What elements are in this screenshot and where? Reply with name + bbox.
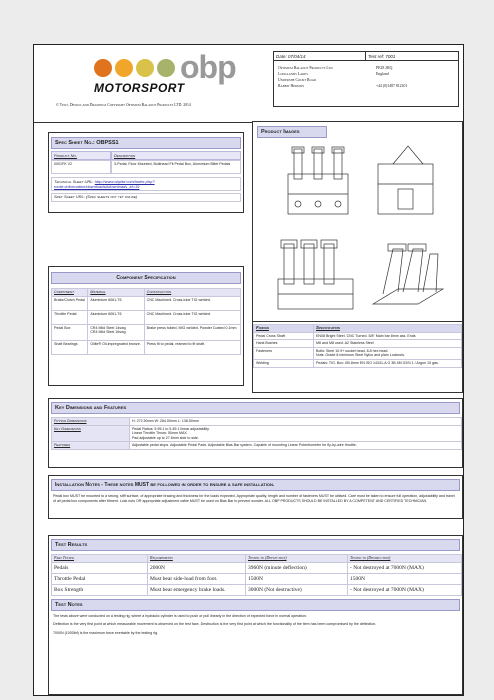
col-description: Description xyxy=(111,151,241,160)
address-right xyxy=(376,65,407,89)
col-product: Product No. xyxy=(51,151,111,160)
cell: M6 and M8 used. A2 Stainless Steel xyxy=(314,340,462,348)
cell: Oilite® Oil-impregnated bronze. xyxy=(88,340,144,354)
logo-brand: obp xyxy=(180,49,236,85)
address-line-2: Longlands Lakes xyxy=(278,72,308,76)
component-spec-title: Component Specification xyxy=(51,272,241,284)
cell: Fasteners xyxy=(254,347,314,359)
table-row xyxy=(254,332,462,340)
installation-title: Installation Notes - These notes MUST be followed in order to ensure a safe installation. xyxy=(51,479,460,491)
logo-dots xyxy=(94,59,175,77)
installation-text: Pedal box MUST be mounted to a strong, stiff surface, of appropriate bracing and thickness for the loads expected. Appropriate quality, length and number of fasteners MUST be utilised. Care must be taken to ensure full operation, adjustability and travel of all pedal box components after fitment. Lock nuts OR appropriate adjustment cable MUST be used on Bias Bar to prevent wonder. ALL OBP PRODUCTS SHOULD BE INSTALLED BY A COMPETENT AND CERTIFIED TECHNICIAN. xyxy=(53,494,455,503)
dimensions-table xyxy=(51,417,462,450)
date-field: Date: 07/04/14 xyxy=(274,52,366,61)
cell: Welding xyxy=(254,359,314,367)
cell: Pedals xyxy=(52,562,148,573)
test-note-3: 7000N (1000lbf) is the maximum force exertable by the testing rig. xyxy=(53,630,159,635)
cell: Bolts: Steel 10.9+ socket head, 8.8 hex head. Nuts: Grade 8 minimum Steel Nyloc and plain Locknuts. xyxy=(314,347,462,359)
address-line-3: Undershe Court Road xyxy=(278,78,317,82)
component-header-1: Material xyxy=(88,289,144,297)
copyright-text: © Text, Design and Drawings Copyright Optimum Balance Products LTD. 2014 xyxy=(56,103,191,107)
test-notes-title: Test Notes xyxy=(51,599,460,611)
spec-header-row xyxy=(51,151,241,160)
table-row xyxy=(52,442,462,450)
cell: Aluminium 6061-T6 xyxy=(88,296,144,310)
cell: Throttle Pedal xyxy=(52,310,88,324)
fitting-value: H: 272.50mm W: 284.00mm L: 138.50mm xyxy=(130,418,462,426)
table-row xyxy=(52,562,462,573)
pedal-box-drawing-front xyxy=(258,144,458,234)
table-row xyxy=(52,310,241,324)
test-note-2: Deflection is the very first point at which measurable movement is observed on the test face. Destruction is the very first point at which the functionality of the item has been compromised by the deflection. xyxy=(53,622,377,627)
product-no: 0001FK V2 xyxy=(51,160,111,174)
key-dim-value: Pedal Ratios: 5.95:1 to 5.45:1 linear adjustability. Linear Throttle Throw: 50mm MAX Pad adjustable up to 27.6mm side to side. xyxy=(130,425,462,442)
cell: Brake press folded, MIG welded. Powder Coated 0.1mm xyxy=(144,324,240,340)
test-header-1: Requirements xyxy=(148,555,246,563)
table-row xyxy=(52,296,241,310)
logo-dot-2 xyxy=(115,59,133,77)
features-value: Adjustable pedal stops. Adjustable Pedal Pads. Adjustable Bias Bar system. Capable of mounting Linear Potentiometer for fly-by-wire throttle. xyxy=(130,442,462,450)
cell: Aluminium 6061-T6 xyxy=(88,310,144,324)
postcode: PE28 2RQ xyxy=(376,66,393,70)
header-info-box xyxy=(273,51,459,107)
cell: Brake/Clutch Pedal xyxy=(52,296,88,310)
tech-sheet-url xyxy=(51,177,241,191)
cell: 1500N xyxy=(246,573,348,584)
features-label: Features xyxy=(52,442,130,450)
table-row xyxy=(52,584,462,595)
company-name: Optimum Balance Products Ltd xyxy=(278,66,333,70)
country: England xyxy=(376,72,389,76)
phone: +44 (0)1487 812301 xyxy=(376,84,408,88)
cell: Throttle Pedal xyxy=(52,573,148,584)
test-results-title: Test Results xyxy=(51,539,460,551)
key-dimensions-title: Key Dimensions and Features xyxy=(51,402,460,414)
cell: Must bear emergency brake loads. xyxy=(148,584,246,595)
fitting-label: Fitting Dimensions xyxy=(52,418,130,426)
pedal-box-drawing-iso xyxy=(258,234,458,324)
table-row xyxy=(52,340,241,354)
obp-logo xyxy=(94,49,244,99)
component-header-0: Component xyxy=(52,289,88,297)
spec-sheet-title: Spec Sheet No.: OBPSS1 xyxy=(51,137,241,149)
cell: 3960N (minute deflection) xyxy=(246,562,348,573)
product-images-title: Product Images xyxy=(257,126,327,138)
cell: Hank Bushes xyxy=(254,340,314,348)
table-row xyxy=(52,573,462,584)
spec-sheet-page xyxy=(33,44,464,696)
cell: - Not destroyed at 7000N (MAX) xyxy=(348,562,462,573)
tech-sheet-link[interactable]: http://www.obpltd.com/index.php?route=information/downloads&downloads_id=19 xyxy=(54,179,155,189)
spec-data-row xyxy=(51,160,241,174)
test-header-0: Part Tested xyxy=(52,555,148,563)
table-row xyxy=(52,324,241,340)
cell: Pedal Box xyxy=(52,324,88,340)
fixings-table xyxy=(253,324,462,368)
key-dimensions-box xyxy=(48,398,463,468)
cell: 3000N (Not destructive) xyxy=(246,584,348,595)
cell: CNC Machined. Cross-tube TIG welded. xyxy=(144,296,240,310)
cell: - Not destroyed at 7000N (MAX) xyxy=(348,584,462,595)
logo-sub: MOTORSPORT xyxy=(94,81,185,95)
test-results-box xyxy=(48,535,463,695)
cell: CNC Machined. Cross-tube TIG welded. xyxy=(144,310,240,324)
component-table xyxy=(51,288,241,355)
table-row xyxy=(254,347,462,359)
component-spec-box xyxy=(48,266,244,386)
table-row xyxy=(254,359,462,367)
test-header-2: Tested to (Deflection) xyxy=(246,555,348,563)
cell: EN08 Bright Steel. CNC Turned. 5/8" Main bar 8mm ass. Ends xyxy=(314,332,462,340)
fixings-header-0: Fixings xyxy=(254,325,314,333)
cell: 1500N xyxy=(348,573,462,584)
fixings-box xyxy=(252,321,463,393)
test-ref-field: Test ref: 7001 xyxy=(366,52,458,61)
cell: Press fit to pedal, reamed to fit shaft. xyxy=(144,340,240,354)
table-row xyxy=(52,418,462,426)
cell: Pedal Cross Shaft xyxy=(254,332,314,340)
test-header-3: Tested to (Destruction) xyxy=(348,555,462,563)
spec-sheet-url: Spec Sheet URL: (Spec sheets not yet online) xyxy=(51,193,241,202)
table-row xyxy=(254,340,462,348)
cell: Must bear side-load from foot. xyxy=(148,573,246,584)
cell: 2000N xyxy=(148,562,246,573)
address-block xyxy=(278,65,333,89)
url-label: Technical Sheet URL: xyxy=(54,179,94,184)
logo-dot-1 xyxy=(94,59,112,77)
installation-box xyxy=(48,475,463,519)
test-results-table xyxy=(51,554,462,596)
spec-sheet-box xyxy=(48,132,244,213)
cell: Pedals: TIG. Box: Ø0.8mm EN ISO 14341-A G 3B 4M G3Si 1 / Argon 15 gas. xyxy=(314,359,462,367)
product-images-box xyxy=(252,121,463,325)
table-row xyxy=(52,425,462,442)
logo-dot-4 xyxy=(157,59,175,77)
key-dim-label: Key Dimensions xyxy=(52,425,130,442)
cell: Shaft Bearings xyxy=(52,340,88,354)
logo-dot-3 xyxy=(136,59,154,77)
fixings-header-1: Specification xyxy=(314,325,462,333)
cell: CR4 Mild Steel 14swg CR4 Mild Steel 16swg xyxy=(88,324,144,340)
test-note-1: The tests above were conducted on a testing rig, where a hydraulic cylinder is used to push or pull linearly in the direction of expected force in normal operation. xyxy=(53,613,308,618)
cell: Box Strength xyxy=(52,584,148,595)
component-header-2: Construction xyxy=(144,289,240,297)
address-line-4: Rabbit Hermits xyxy=(278,84,305,88)
product-description: 3-Pedal, Floor Mounted, Bulkhead Fit Pedal Box, Aluminium Billet Pedals xyxy=(111,160,241,174)
